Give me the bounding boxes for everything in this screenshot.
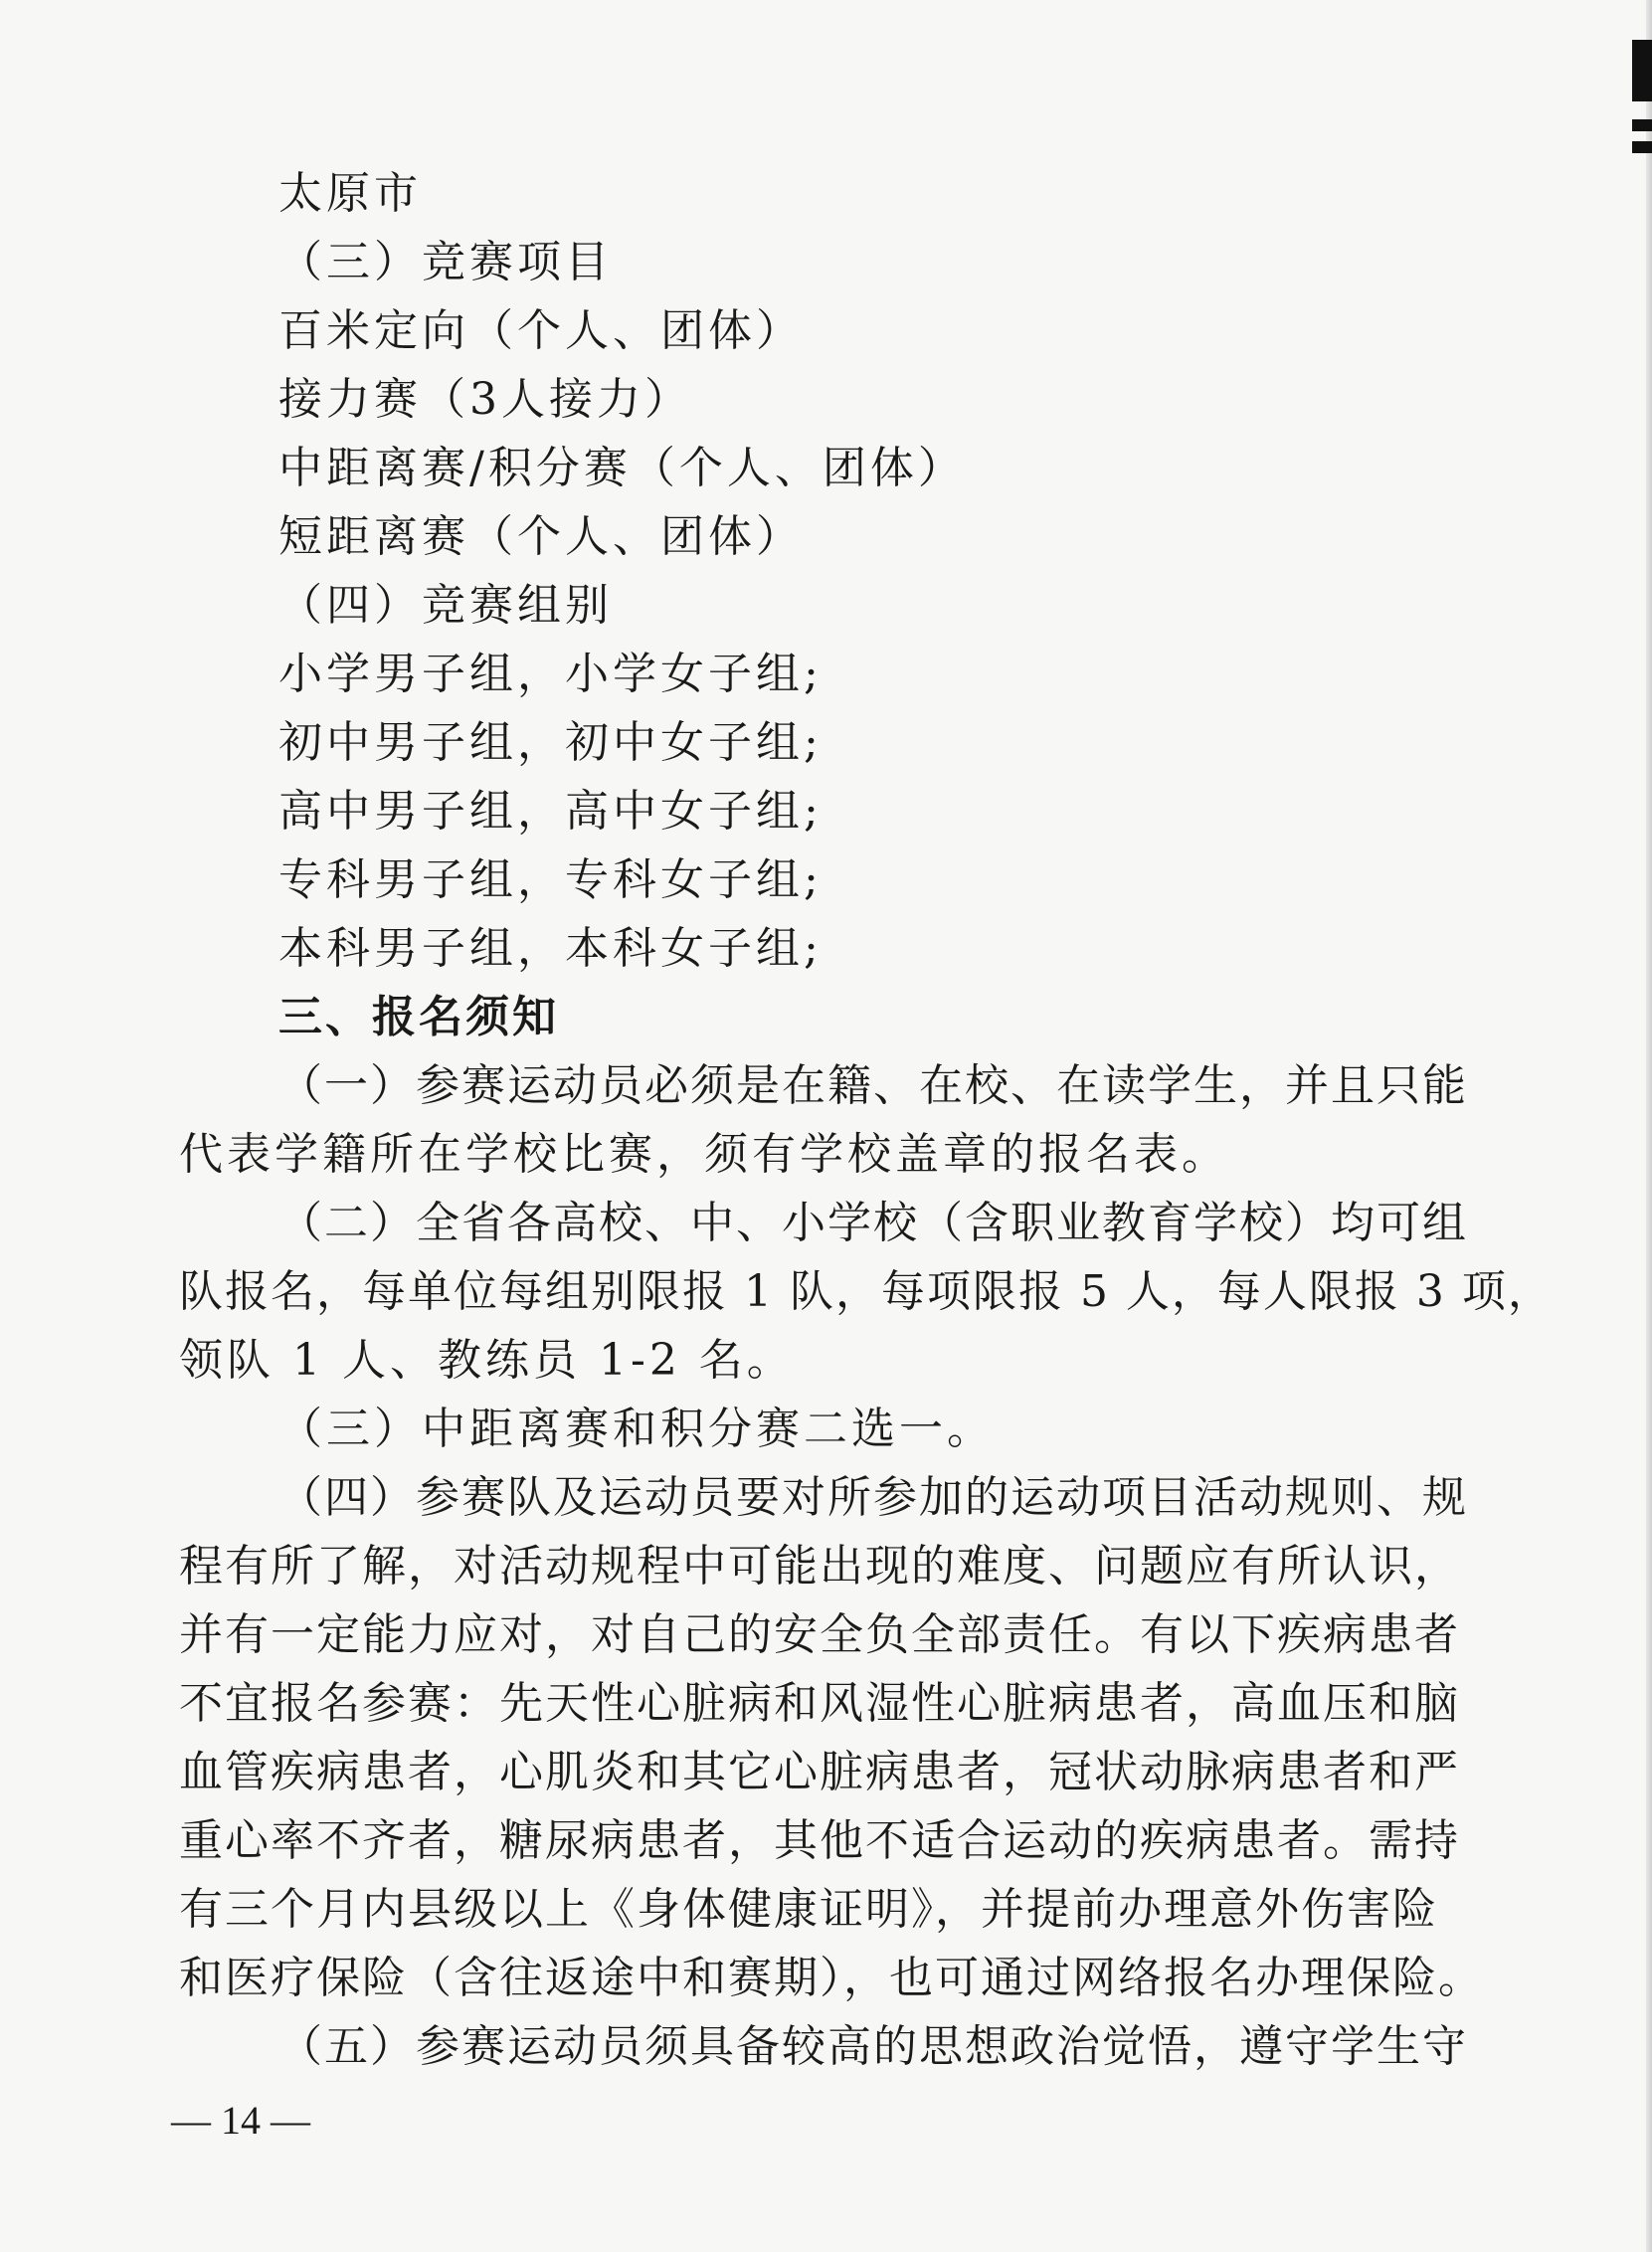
text-line: 专科男子组，专科女子组; — [278, 854, 823, 905]
scan-edge — [1646, 0, 1652, 2252]
text-line: 接力赛（3人接力） — [278, 374, 692, 425]
paragraph-line: 程有所了解，对活动规程中可能出现的难度、问题应有所认识， — [179, 1541, 1460, 1592]
text-line: 短距离赛（个人、团体） — [278, 511, 804, 562]
paragraph-line: 重心率不齐者，糖尿病患者，其他不适合运动的疾病患者。需持 — [179, 1815, 1460, 1866]
text-line: 小学男子组，小学女子组; — [278, 649, 823, 699]
paragraph-line: 和医疗保险（含往返途中和赛期），也可通过网络报名办理保险。 — [179, 1953, 1484, 2003]
scan-edge-mark-middle — [1632, 119, 1652, 131]
paragraph-line: 血管疾病患者，心肌炎和其它心脏病患者，冠状动脉病患者和严 — [179, 1747, 1460, 1797]
paragraph-line: （五）参赛运动员须具备较高的思想政治觉悟，遵守学生守 — [278, 2021, 1468, 2072]
text-line: 本科男子组，本科女子组; — [278, 923, 823, 974]
paragraph-line: 有三个月内县级以上《身体健康证明》，并提前办理意外伤害险 — [179, 1884, 1438, 1935]
paragraph-line: 代表学籍所在学校比赛，须有学校盖章的报名表。 — [179, 1129, 1229, 1180]
page-number: — 14 — — [171, 2098, 310, 2143]
paragraph-line: 并有一定能力应对，对自己的安全负全部责任。有以下疾病患者 — [179, 1609, 1460, 1660]
paragraph-line: 不宜报名参赛：先天性心脏病和风湿性心脏病患者，高血压和脑 — [179, 1678, 1460, 1729]
section-heading: （三）竞赛项目 — [278, 237, 613, 287]
text-line: 初中男子组，初中女子组; — [278, 717, 823, 768]
paragraph-line: （二）全省各高校、中、小学校（含职业教育学校）均可组 — [278, 1198, 1468, 1248]
paragraph-line: （三）中距离赛和积分赛二选一。 — [278, 1404, 995, 1454]
paragraph-line: （四）参赛队及运动员要对所参加的运动项目活动规则、规 — [278, 1472, 1468, 1523]
text-line: 太原市 — [278, 168, 422, 219]
text-line: 百米定向（个人、团体） — [278, 305, 804, 356]
scan-edge-mark-bottom — [1632, 141, 1652, 153]
paragraph-line: 队报名，每单位每组别限报 1 队，每项限报 5 人，每人限报 3 项， — [179, 1266, 1554, 1317]
section-heading: （四）竞赛组别 — [278, 580, 613, 631]
chapter-heading: 三、报名须知 — [278, 992, 559, 1042]
scan-edge-mark-top — [1632, 40, 1652, 101]
text-line: 高中男子组，高中女子组; — [278, 786, 823, 837]
paragraph-line: （一）参赛运动员必须是在籍、在校、在读学生，并且只能 — [278, 1060, 1468, 1111]
paragraph-line: 领队 1 人、教练员 1-2 名。 — [179, 1335, 795, 1386]
document-body — [179, 159, 1554, 2081]
text-line: 中距离赛/积分赛（个人、团体） — [278, 443, 966, 493]
